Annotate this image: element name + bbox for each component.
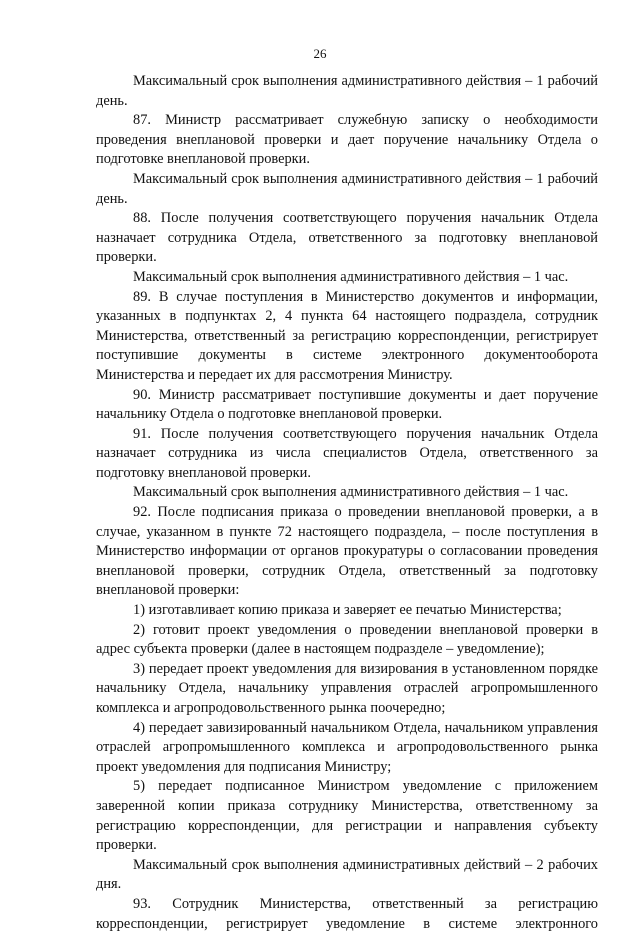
list-item-1: 1) изготавливает копию приказа и заверяет ее печатью Министерства; xyxy=(133,602,562,619)
list-item-4: 4) передает завизированный начальником Отдела, начальником управления отраслей агропромышленного комплекса и агропродовольственного рынка проект уведомления для подписания Министру; xyxy=(96,719,598,775)
paragraph-90: 90. Министр рассматривает поступившие документы и дает поручение начальнику Отдела о подготовке внеплановой проверки. xyxy=(96,386,598,423)
paragraph-87: 87. Министр рассматривает служебную записку о необходимости проведения внеплановой проверки и дает поручение начальнику Отдела о подготовке внеплановой проверки. xyxy=(96,112,598,168)
page-number: 26 xyxy=(313,46,327,61)
paragraph-88: 88. После получения соответствующего поручения начальник Отдела назначает сотрудника Отдела, ответственного за подготовку внеплановой проверки. xyxy=(96,210,598,266)
document-body xyxy=(96,72,598,934)
paragraph-91: 91. После получения соответствующего поручения начальник Отдела назначает сотрудника из числа специалистов Отдела, ответственного за подготовку внеплановой проверки. xyxy=(96,425,598,481)
paragraph-89: 89. В случае поступления в Министерство документов и информации, указанных в подпунктах 2, 4 пункта 64 настоящего подраздела, сотрудник Министерства, ответственный за регистрацию корреспонденции, регистрирует поступившие документы в системе электронного документооборота Министерства и передает их для рассмотрения Министру. xyxy=(96,288,598,383)
list-item-3: 3) передает проект уведомления для визирования в установленном порядке начальнику Отдела, начальнику управления отраслей агропромышленного комплекса и агропродовольственного рынка поочередно; xyxy=(96,660,598,716)
paragraph-92: 92. После подписания приказа о проведении внеплановой проверки, а в случае, указанном в пункте 72 настоящего подраздела, – после поступления в Министерство информации от органов прокуратуры о согласовании проведения внеплановой проверки, сотрудник Отдела, ответственный за подготовку внеплановой проверки: xyxy=(96,504,598,599)
list-item-2: 2) готовит проект уведомления о проведении внеплановой проверки в адрес субъекта проверки (далее в настоящем подразделе – уведомление); xyxy=(96,621,598,658)
list-item-5: 5) передает подписанное Министром уведомление с приложением заверенной копии приказа сотруднику Министерства, ответственному за регистрацию корреспонденции, для регистрации и направления субъекту проверки. xyxy=(96,778,598,854)
paragraph-max-time-4: Максимальный срок выполнения административного действия – 1 час. xyxy=(133,484,569,501)
paragraph-93: 93. Сотрудник Министерства, ответственный за регистрацию корреспонденции, регистрирует уведомление в системе электронного xyxy=(96,895,598,932)
paragraph-max-time-5: Максимальный срок выполнения административных действий – 2 рабочих дня. xyxy=(96,856,598,893)
paragraph-max-time-2: Максимальный срок выполнения административного действия – 1 рабочий день. xyxy=(96,170,598,207)
paragraph-max-time-1: Максимальный срок выполнения административного действия – 1 рабочий день. xyxy=(96,73,598,109)
paragraph-max-time-3: Максимальный срок выполнения административного действия – 1 час. xyxy=(133,268,569,285)
